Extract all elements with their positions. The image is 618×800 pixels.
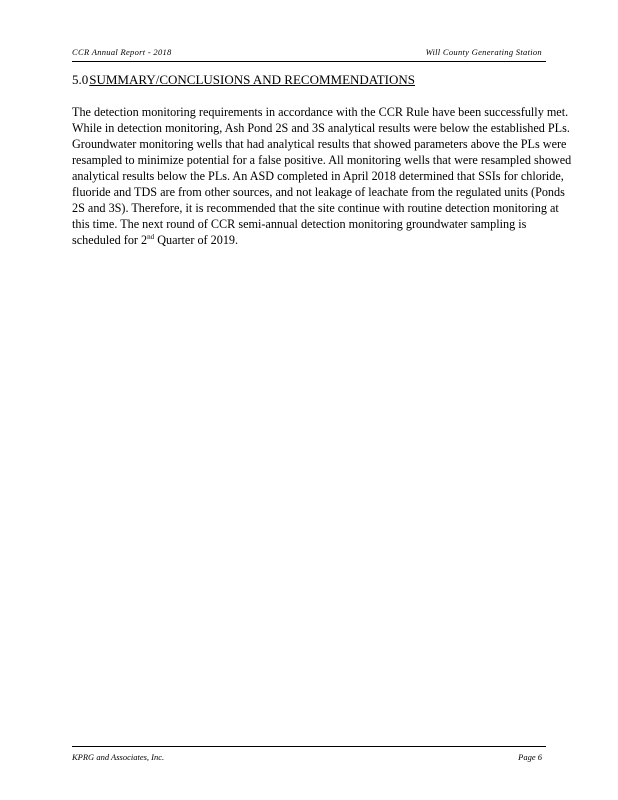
paragraph-end-text: Quarter of 2019. — [154, 233, 239, 247]
paragraph-main-text: The detection monitoring requirements in accordance with the CCR Rule have been successfully met. While in detection monitoring, Ash Pond 2S and 3S analytical results were below the established PLs. Groundwater monitoring wells that had analytical results that showed parameters above the PLs were resampled to minimize potential for a false positive. All monitoring wells that were resampled showed analytical results below the PLs. An ASD completed in April 2018 determined that SSIs for chloride, fluoride and TDS are from other sources, and not leakage of leachate from the regulated units (Ponds 2S and 3S). Therefore, it is recommended that the site continue with routine detection monitoring at this time. The next round of CCR semi-annual detection monitoring groundwater sampling is scheduled for 2 — [72, 105, 572, 247]
paragraph-superscript: nd — [147, 232, 155, 241]
section-heading — [72, 72, 415, 88]
page-footer — [72, 746, 546, 761]
summary-paragraph — [72, 104, 576, 248]
section-number: 5.0 — [72, 72, 89, 87]
header-station-name: Will County Generating Station — [425, 47, 542, 57]
page-header — [72, 47, 546, 62]
footer-page-number: Page 6 — [518, 752, 542, 762]
footer-company-name: KPRG and Associates, Inc. — [72, 752, 165, 762]
section-title: SUMMARY/CONCLUSIONS AND RECOMMENDATIONS — [89, 72, 416, 87]
header-report-title: CCR Annual Report - 2018 — [72, 47, 172, 57]
